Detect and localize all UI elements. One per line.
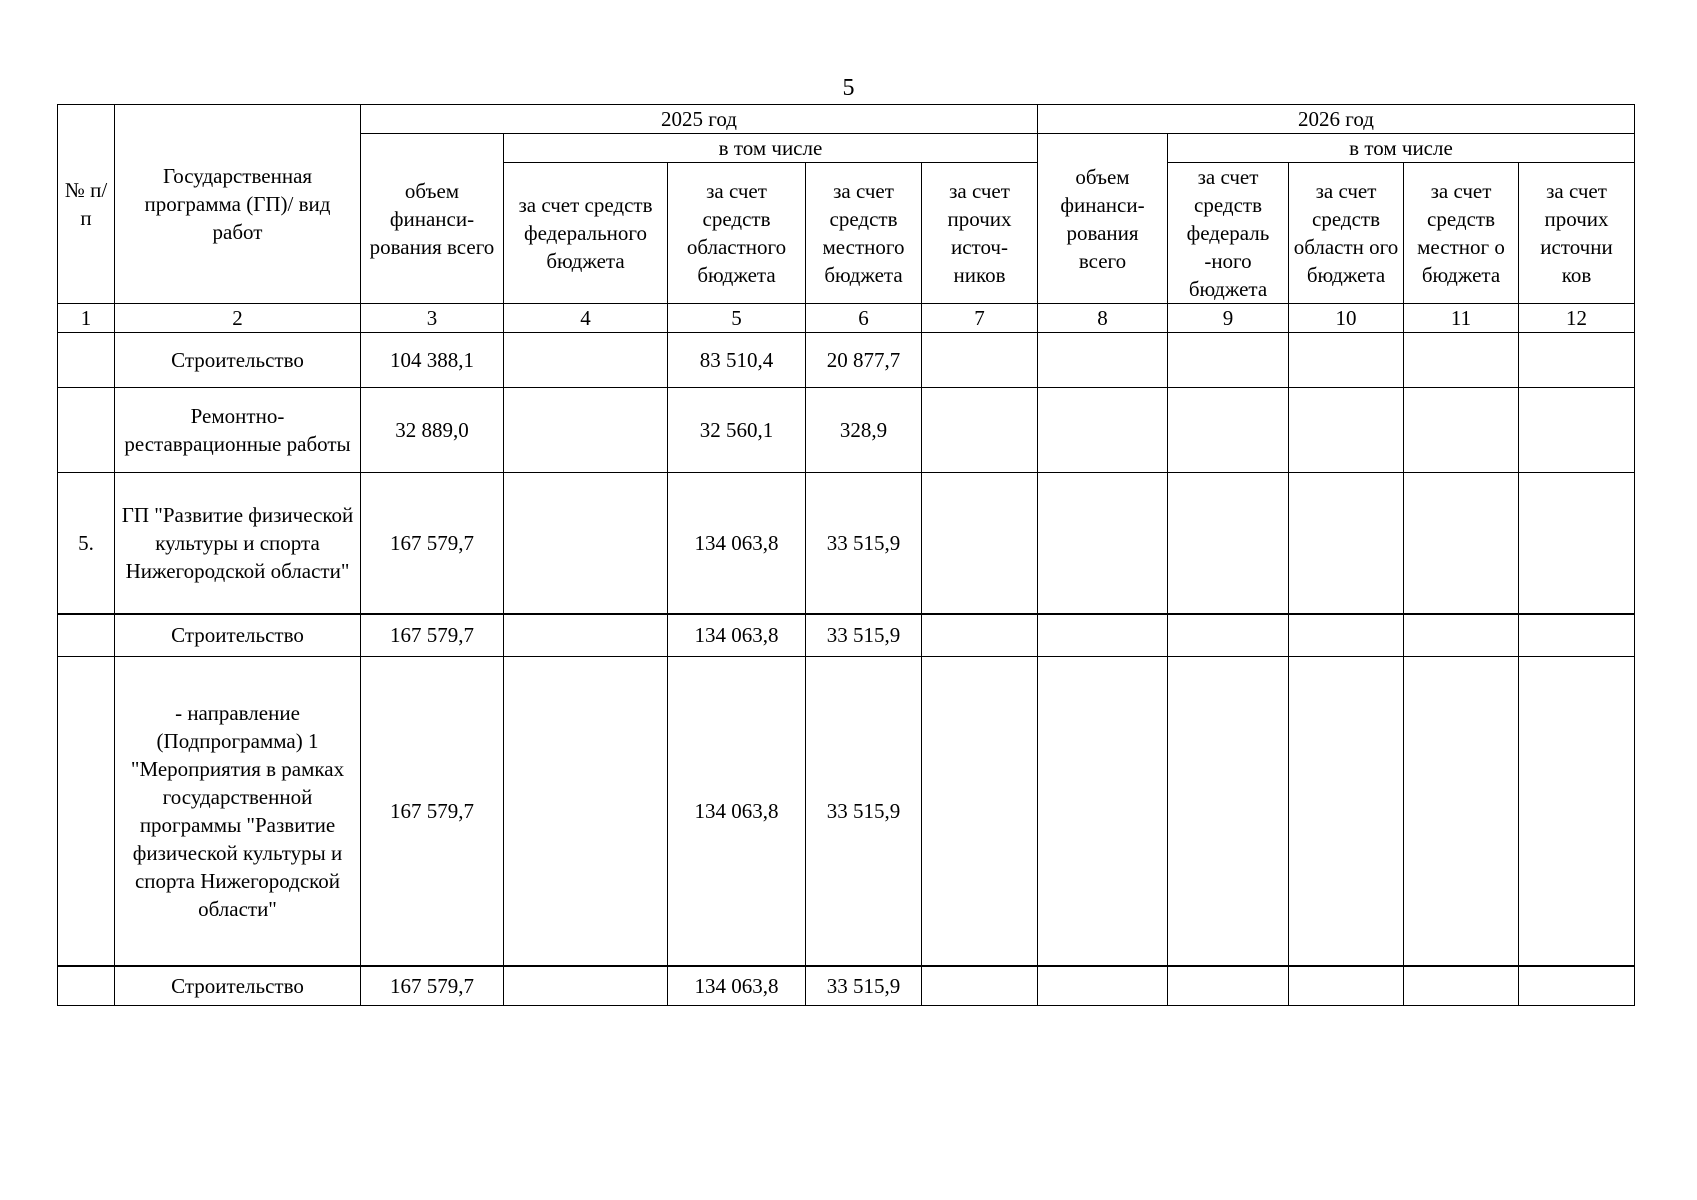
cell-2025-other	[922, 657, 1038, 966]
cell-2025-total: 167 579,7	[361, 614, 504, 657]
cell-2026-federal	[1168, 333, 1289, 388]
cell-2025-federal	[504, 966, 668, 1006]
cell-2025-regional: 134 063,8	[668, 473, 806, 614]
header-2025-other: за счет прочих источ-ников	[922, 163, 1038, 304]
cell-2025-other	[922, 614, 1038, 657]
cell-2025-local: 33 515,9	[806, 657, 922, 966]
column-number: 7	[922, 304, 1038, 333]
column-number: 12	[1519, 304, 1635, 333]
column-number: 4	[504, 304, 668, 333]
cell-2025-regional: 134 063,8	[668, 966, 806, 1006]
cell-2026-other	[1519, 966, 1635, 1006]
cell-2025-federal	[504, 333, 668, 388]
header-2026-local: за счет средств местног о бюджета	[1404, 163, 1519, 304]
cell-2026-federal	[1168, 966, 1289, 1006]
cell-2025-regional: 134 063,8	[668, 657, 806, 966]
cell-2026-regional	[1289, 333, 1404, 388]
cell-2026-federal	[1168, 657, 1289, 966]
cell-2026-other	[1519, 614, 1635, 657]
header-2025-total: объем финанси-рования всего	[361, 134, 504, 304]
table-row	[58, 657, 1635, 966]
row-name: ГП "Развитие физической культуры и спорта Нижегородской области"	[115, 473, 361, 614]
cell-2026-total	[1038, 966, 1168, 1006]
cell-2026-total	[1038, 333, 1168, 388]
cell-2026-other	[1519, 388, 1635, 473]
column-number: 8	[1038, 304, 1168, 333]
cell-2026-local	[1404, 614, 1519, 657]
header-program: Государственная программа (ГП)/ вид работ	[115, 105, 361, 304]
column-numbers-row	[58, 304, 1635, 333]
cell-2026-total	[1038, 614, 1168, 657]
row-num: 5.	[58, 473, 115, 614]
page-number: 5	[842, 75, 855, 101]
column-number: 3	[361, 304, 504, 333]
column-number: 10	[1289, 304, 1404, 333]
cell-2025-federal	[504, 614, 668, 657]
header-2025-including: в том числе	[504, 134, 1038, 163]
cell-2026-federal	[1168, 473, 1289, 614]
row-name: Строительство	[115, 614, 361, 657]
cell-2025-federal	[504, 473, 668, 614]
cell-2025-local: 33 515,9	[806, 473, 922, 614]
column-number: 1	[58, 304, 115, 333]
cell-2025-other	[922, 333, 1038, 388]
cell-2026-regional	[1289, 966, 1404, 1006]
row-num	[58, 614, 115, 657]
cell-2026-federal	[1168, 388, 1289, 473]
cell-2025-regional: 134 063,8	[668, 614, 806, 657]
cell-2025-local: 328,9	[806, 388, 922, 473]
cell-2026-total	[1038, 657, 1168, 966]
cell-2025-federal	[504, 388, 668, 473]
cell-2025-total: 167 579,7	[361, 473, 504, 614]
column-number: 5	[668, 304, 806, 333]
column-number: 6	[806, 304, 922, 333]
cell-2025-total: 104 388,1	[361, 333, 504, 388]
cell-2026-local	[1404, 388, 1519, 473]
row-name: Строительство	[115, 966, 361, 1006]
cell-2025-regional: 83 510,4	[668, 333, 806, 388]
header-2025-local: за счет средств местного бюджета	[806, 163, 922, 304]
header-num: № п/п	[58, 105, 115, 304]
table-row	[58, 614, 1635, 657]
header-2025-federal: за счет средств федерального бюджета	[504, 163, 668, 304]
row-name: - направление (Подпрограмма) 1 "Мероприятия в рамках государственной программы "Развитие физической культуры и спорта Нижегородской области"	[115, 657, 361, 966]
cell-2025-local: 33 515,9	[806, 614, 922, 657]
cell-2026-other	[1519, 333, 1635, 388]
header-2026-federal: за счет средств федераль -ного бюджета	[1168, 163, 1289, 304]
cell-2026-regional	[1289, 473, 1404, 614]
table-row	[58, 333, 1635, 388]
cell-2026-regional	[1289, 388, 1404, 473]
cell-2025-other	[922, 388, 1038, 473]
header-2026-including: в том числе	[1168, 134, 1635, 163]
cell-2025-federal	[504, 657, 668, 966]
header-2025-regional: за счет средств областного бюджета	[668, 163, 806, 304]
cell-2026-local	[1404, 333, 1519, 388]
row-num	[58, 333, 115, 388]
cell-2026-federal	[1168, 614, 1289, 657]
table-row	[58, 966, 1635, 1006]
cell-2026-total	[1038, 473, 1168, 614]
cell-2025-other	[922, 473, 1038, 614]
cell-2026-local	[1404, 473, 1519, 614]
header-2026-other: за счет прочих источни ков	[1519, 163, 1635, 304]
row-num	[58, 966, 115, 1006]
cell-2025-regional: 32 560,1	[668, 388, 806, 473]
row-num	[58, 657, 115, 966]
cell-2025-total: 167 579,7	[361, 657, 504, 966]
cell-2026-regional	[1289, 614, 1404, 657]
header-2026-regional: за счет средств областн ого бюджета	[1289, 163, 1404, 304]
header-2026-total: объем финанси-рования всего	[1038, 134, 1168, 304]
header-year-2026: 2026 год	[1038, 105, 1635, 134]
cell-2025-local: 20 877,7	[806, 333, 922, 388]
cell-2026-local	[1404, 657, 1519, 966]
cell-2025-other	[922, 966, 1038, 1006]
cell-2026-total	[1038, 388, 1168, 473]
column-number: 2	[115, 304, 361, 333]
table-row	[58, 388, 1635, 473]
column-number: 9	[1168, 304, 1289, 333]
header-year-2025: 2025 год	[361, 105, 1038, 134]
row-name: Строительство	[115, 333, 361, 388]
cell-2025-local: 33 515,9	[806, 966, 922, 1006]
cell-2025-total: 167 579,7	[361, 966, 504, 1006]
cell-2026-regional	[1289, 657, 1404, 966]
financing-table	[57, 104, 1635, 1006]
cell-2026-other	[1519, 657, 1635, 966]
row-name: Ремонтно-реставрационные работы	[115, 388, 361, 473]
cell-2025-total: 32 889,0	[361, 388, 504, 473]
cell-2026-other	[1519, 473, 1635, 614]
column-number: 11	[1404, 304, 1519, 333]
cell-2026-local	[1404, 966, 1519, 1006]
table-row	[58, 473, 1635, 614]
row-num	[58, 388, 115, 473]
